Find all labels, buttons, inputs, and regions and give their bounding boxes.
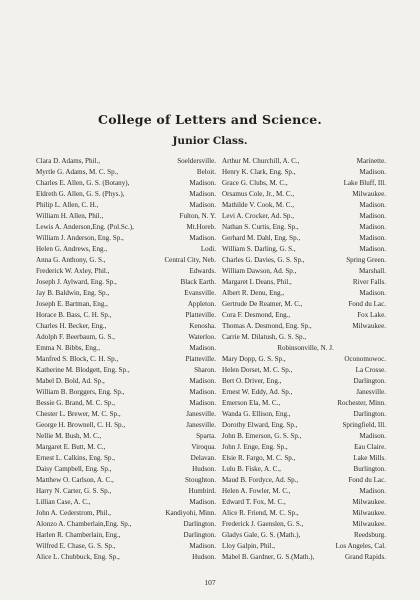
student-entry <box>222 156 386 167</box>
student-hometown: Milwaukee. <box>352 322 386 330</box>
student-hometown: Madison. <box>189 190 216 198</box>
student-entry <box>36 288 216 299</box>
student-entry <box>36 244 216 255</box>
student-name: Ernest W. Eddy, Ad. Sp., <box>222 388 293 396</box>
student-hometown: Darlington. <box>183 520 216 528</box>
student-name: Carrie M. Dilatush, G. S. Sp., <box>222 333 307 341</box>
student-hometown: Darlington. <box>353 377 386 385</box>
student-name: William H. Allen, Phil., <box>36 212 104 220</box>
student-hometown: Los Angeles, Cal. <box>335 542 386 550</box>
student-name: Levi A. Crocker, Ad. Sp., <box>222 212 295 220</box>
student-hometown: Fond du Lac. <box>348 476 386 484</box>
student-entry <box>222 519 386 530</box>
student-name: Gerhard M. Dahl, Eng. Sp., <box>222 234 301 242</box>
student-entry <box>222 354 386 365</box>
student-entry <box>36 464 216 475</box>
student-name: Elsie R. Fargo, M. C. Sp., <box>222 454 296 462</box>
student-name: Alice R. Friend, M. C. Sp., <box>222 509 299 517</box>
student-hometown: Kenosha. <box>189 322 216 330</box>
student-name: Helen A. Fowler, M. C., <box>222 487 291 495</box>
student-hometown: Burlington. <box>353 465 386 473</box>
student-name: Gertrude De Reamer, M. C., <box>222 300 303 308</box>
student-hometown: Milwaukee. <box>352 498 386 506</box>
student-entry <box>36 178 216 189</box>
student-hometown: Lake Bluff, Ill. <box>343 179 386 187</box>
left-column <box>36 156 216 563</box>
student-name: Mabel D. Bold, Ad. Sp., <box>36 377 105 385</box>
student-name: Matthew O. Carlson, A. C., <box>36 476 114 484</box>
student-name: William B. Borggers, Eng. Sp., <box>36 388 125 396</box>
student-name: Henry K. Clark, Eng. Sp., <box>222 168 296 176</box>
student-entry <box>36 497 216 508</box>
student-entry <box>36 277 216 288</box>
student-entry <box>222 453 386 464</box>
student-name: Charles G. Davies, G. S. Sp., <box>222 256 305 264</box>
student-hometown: Delavan. <box>190 454 216 462</box>
student-name: Edward T. Fox, M. C., <box>222 498 286 506</box>
student-name: Lillian Case, A. C., <box>36 498 91 506</box>
student-name: Helen Dorset, M. C. Sp., <box>222 366 293 374</box>
student-entry <box>36 376 216 387</box>
student-hometown: Madison. <box>189 234 216 242</box>
student-entry <box>36 541 216 552</box>
student-entry <box>36 486 216 497</box>
student-name: Gladys Gale, G. S. (Math.), <box>222 531 301 539</box>
student-hometown: Spring Green. <box>346 256 386 264</box>
student-hometown: Madison. <box>359 201 386 209</box>
student-hometown: River Falls. <box>352 278 386 286</box>
student-hometown: Madison. <box>189 344 216 352</box>
student-hometown: Marinette. <box>356 157 386 165</box>
student-entry <box>36 233 216 244</box>
student-entry <box>36 321 216 332</box>
student-hometown: Janesville. <box>186 421 216 429</box>
student-hometown: Rochester, Minn. <box>337 399 386 407</box>
student-name: Bert O. Driver, Eng., <box>222 377 282 385</box>
student-entry <box>222 211 386 222</box>
student-entry <box>36 332 216 343</box>
student-hometown: Lake Mills. <box>353 454 386 462</box>
student-entry <box>222 530 386 541</box>
student-hometown: Lodi. <box>200 245 216 253</box>
student-name: Emma N. Bibbs, Eng., <box>36 344 101 352</box>
student-entry <box>222 486 386 497</box>
student-name: Helen G. Andrews, Eng., <box>36 245 108 253</box>
student-hometown: Madison. <box>189 498 216 506</box>
student-entry <box>36 453 216 464</box>
student-hometown: Hudson. <box>192 465 216 473</box>
student-hometown: La Crosse. <box>355 366 386 374</box>
student-name: Joseph E. Bartman, Eng., <box>36 300 108 308</box>
student-name: Alonzo A. Chamberlain,Eng. Sp., <box>36 520 132 528</box>
student-entry <box>36 189 216 200</box>
student-name: Wilfred E. Chase, G. S. Sp., <box>36 542 116 550</box>
student-name: Margaret E. Butt, M. C., <box>36 443 106 451</box>
student-entry <box>36 519 216 530</box>
student-hometown: Reedsburg. <box>354 531 386 539</box>
student-hometown: Madison. <box>359 432 386 440</box>
student-hometown: Humbird. <box>188 487 216 495</box>
student-entry <box>36 167 216 178</box>
student-entry <box>222 167 386 178</box>
student-hometown: Madison. <box>359 234 386 242</box>
student-entry <box>222 288 386 299</box>
student-hometown: Madison. <box>189 377 216 385</box>
student-name: Mabel B. Gardner, G. S.(Math.), <box>222 553 315 561</box>
student-name: Eldreth G. Allen, G. S. (Phys.), <box>36 190 125 198</box>
student-entry <box>222 255 386 266</box>
student-hometown: Black Earth. <box>180 278 216 286</box>
student-entry <box>222 376 386 387</box>
right-column <box>222 156 386 563</box>
student-name: George H. Brownell, C. H. Sp., <box>36 421 126 429</box>
student-entry <box>222 387 386 398</box>
student-name: Dorothy Elward, Eng. Sp., <box>222 421 298 429</box>
student-entry <box>36 442 216 453</box>
student-name: William J. Anderson, Eng. Sp., <box>36 234 124 242</box>
student-name: Cora F. Desmond, Eng., <box>222 311 291 319</box>
page-title: College of Letters and Science. <box>98 112 322 127</box>
student-entry <box>36 310 216 321</box>
student-name: Alice L. Chubbuck, Eng. Sp., <box>36 553 120 561</box>
student-name: Horace B. Bass, C. H. Sp., <box>36 311 112 319</box>
student-entry <box>36 156 216 167</box>
student-entry <box>36 475 216 486</box>
student-hometown: Stoughton. <box>185 476 216 484</box>
student-name: Frederick J. Gaenslen, G. S., <box>222 520 304 528</box>
student-hometown: Eau Claire. <box>354 443 386 451</box>
student-name: Mathilde V. Cook, M. C., <box>222 201 295 209</box>
student-hometown: Madison. <box>359 223 386 231</box>
student-entry <box>36 222 216 233</box>
student-name: Katherine M. Blodgett, Eng. Sp., <box>36 366 130 374</box>
student-entry <box>36 431 216 442</box>
student-hometown: Evansville. <box>184 289 216 297</box>
student-entry <box>222 431 386 442</box>
section-subtitle: Junior Class. <box>172 135 248 147</box>
student-entry <box>36 530 216 541</box>
student-hometown: Grand Rapids. <box>345 553 386 561</box>
student-hometown: Fulton, N. Y. <box>179 212 216 220</box>
student-entry <box>222 178 386 189</box>
student-name: Charles E. Allen, G. S. (Botany), <box>36 179 130 187</box>
student-name: Wanda G. Ellison, Eng., <box>222 410 291 418</box>
student-hometown: Sharon. <box>194 366 216 374</box>
student-hometown: Platteville. <box>185 311 216 319</box>
student-hometown: Central City, Neb. <box>164 256 216 264</box>
student-hometown: Madison. <box>189 542 216 550</box>
student-entry <box>222 475 386 486</box>
student-entry <box>222 222 386 233</box>
student-entry <box>36 420 216 431</box>
student-hometown: Hudson. <box>192 553 216 561</box>
student-hometown: Fox Lake. <box>357 311 386 319</box>
student-entry <box>222 332 386 343</box>
student-hometown: Milwaukee. <box>352 190 386 198</box>
student-hometown: Madison. <box>359 487 386 495</box>
student-name: Emerson Ela, M. C., <box>222 399 281 407</box>
student-entry <box>36 409 216 420</box>
student-name: Jay B. Baldwin, Eng. Sp., <box>36 289 110 297</box>
student-name: Bessie G. Brand, M. C. Sp., <box>36 399 116 407</box>
student-name: Philip L. Allen, C. H., <box>36 201 99 209</box>
student-hometown: Madison. <box>359 168 386 176</box>
student-name: Manfred S. Block, C. H. Sp., <box>36 355 119 363</box>
student-hometown: Janesville. <box>356 388 386 396</box>
student-entry <box>222 409 386 420</box>
student-name: Ernest L. Calkins, Eng. Sp., <box>36 454 116 462</box>
student-name: Thomas A. Desmond, Eng. Sp., <box>222 322 312 330</box>
student-entry <box>222 310 386 321</box>
student-entry <box>36 299 216 310</box>
student-entry <box>222 398 386 409</box>
student-name: Adolph F. Beerbaum, G. S., <box>36 333 115 341</box>
student-entry <box>222 541 386 552</box>
student-entry <box>36 211 216 222</box>
student-entry <box>36 398 216 409</box>
student-entry <box>222 266 386 277</box>
student-entry <box>36 354 216 365</box>
student-entry <box>36 200 216 211</box>
student-name: Chester L. Brewer, M. C. Sp., <box>36 410 121 418</box>
student-name: Joseph J. Aylward, Eng. Sp., <box>36 278 117 286</box>
student-name: Nellie M. Bush, M. C., <box>36 432 102 440</box>
student-hometown: Beloit. <box>196 168 216 176</box>
student-name: Margaret L Deans, Phil., <box>222 278 292 286</box>
student-entry <box>222 464 386 475</box>
student-hometown: Mt.Horeb. <box>186 223 216 231</box>
student-hometown: Madison. <box>189 179 216 187</box>
student-entry <box>36 552 216 563</box>
student-entry <box>36 343 216 354</box>
student-hometown: Platteville. <box>185 355 216 363</box>
student-name: Lewis A. Anderson,Eng. (Pol.Sc.), <box>36 223 134 231</box>
student-entry <box>222 552 386 563</box>
student-entry <box>222 508 386 519</box>
student-hometown: Marshall. <box>359 267 386 275</box>
student-hometown: Madison. <box>189 388 216 396</box>
student-entry <box>222 277 386 288</box>
student-hometown: Viroqua. <box>191 443 216 451</box>
student-name: Lulu B. Fiske, A. C., <box>222 465 281 473</box>
student-entry <box>222 420 386 431</box>
student-name: John B. Emerson, G. S. Sp., <box>222 432 302 440</box>
student-hometown: Darlington. <box>353 410 386 418</box>
student-name: Nathan S. Curtis, Eng. Sp., <box>222 223 299 231</box>
student-name: Harry N. Carter, G. S. Sp., <box>36 487 112 495</box>
student-hometown: Madison. <box>189 201 216 209</box>
student-name: Anna G. Anthony, G. S., <box>36 256 106 264</box>
student-hometown: Waterloo. <box>188 333 216 341</box>
student-hometown: Milwaukee. <box>352 520 386 528</box>
student-entry <box>222 244 386 255</box>
student-name: William Dawson, Ad. Sp., <box>222 267 297 275</box>
student-name: Myrtle G. Adams, M. C. Sp., <box>36 168 119 176</box>
student-entry <box>36 387 216 398</box>
student-name: Orsamus Cole, Jr., M. C., <box>222 190 295 198</box>
student-hometown: Robinsonville, N. J. <box>277 344 334 352</box>
page-number: 107 <box>204 578 216 587</box>
student-entry <box>222 200 386 211</box>
student-name: Charles H. Becker, Eng., <box>36 322 107 330</box>
student-name: Arthur M. Churchill, A. C., <box>222 157 300 165</box>
student-name: Frederick W. Axley, Phil., <box>36 267 110 275</box>
student-entry <box>222 497 386 508</box>
student-name: William S. Darling, G. S., <box>222 245 296 253</box>
student-entry <box>222 299 386 310</box>
student-entry <box>36 365 216 376</box>
student-entry <box>36 508 216 519</box>
student-entry <box>36 255 216 266</box>
student-entry <box>36 266 216 277</box>
student-hometown: Janesville. <box>186 410 216 418</box>
student-hometown: Appleton. <box>187 300 216 308</box>
student-hometown: Milwaukee. <box>352 509 386 517</box>
student-hometown: Edwards. <box>189 267 216 275</box>
student-entry <box>222 343 386 354</box>
student-name: John A. Cederstrom, Phil., <box>36 509 112 517</box>
student-hometown: Madison. <box>359 212 386 220</box>
student-hometown: Sparta. <box>196 432 216 440</box>
student-hometown: Madison. <box>359 289 386 297</box>
student-hometown: Madison. <box>189 399 216 407</box>
student-hometown: Oconomowoc. <box>344 355 386 363</box>
student-name: John J. Enge, Eng. Sp., <box>222 443 288 451</box>
student-hometown: Madison. <box>359 245 386 253</box>
student-name: Clara D. Adams, Phil., <box>36 157 101 165</box>
student-entry <box>222 233 386 244</box>
student-entry <box>222 365 386 376</box>
student-hometown: Soeldersville. <box>177 157 216 165</box>
student-name: Maud B. Fordyce, Ad. Sp., <box>222 476 299 484</box>
student-entry <box>222 442 386 453</box>
student-name: Harlen R. Chamberlain, Eng., <box>36 531 121 539</box>
student-name: Albert R. Denu, Eng., <box>222 289 285 297</box>
student-name: Daisy Campbell, Eng. Sp., <box>36 465 112 473</box>
student-hometown: Kandiyohi, Minn. <box>165 509 216 517</box>
student-name: Lloy Galpin, Phil., <box>222 542 276 550</box>
student-name: Mary Dopp, G. S. Sp., <box>222 355 286 363</box>
student-entry <box>222 321 386 332</box>
student-hometown: Darlington. <box>183 531 216 539</box>
student-hometown: Fond du Lac. <box>348 300 386 308</box>
student-hometown: Springfield, Ill. <box>342 421 386 429</box>
student-name: Grace G. Clubs, M. C., <box>222 179 288 187</box>
student-entry <box>222 189 386 200</box>
